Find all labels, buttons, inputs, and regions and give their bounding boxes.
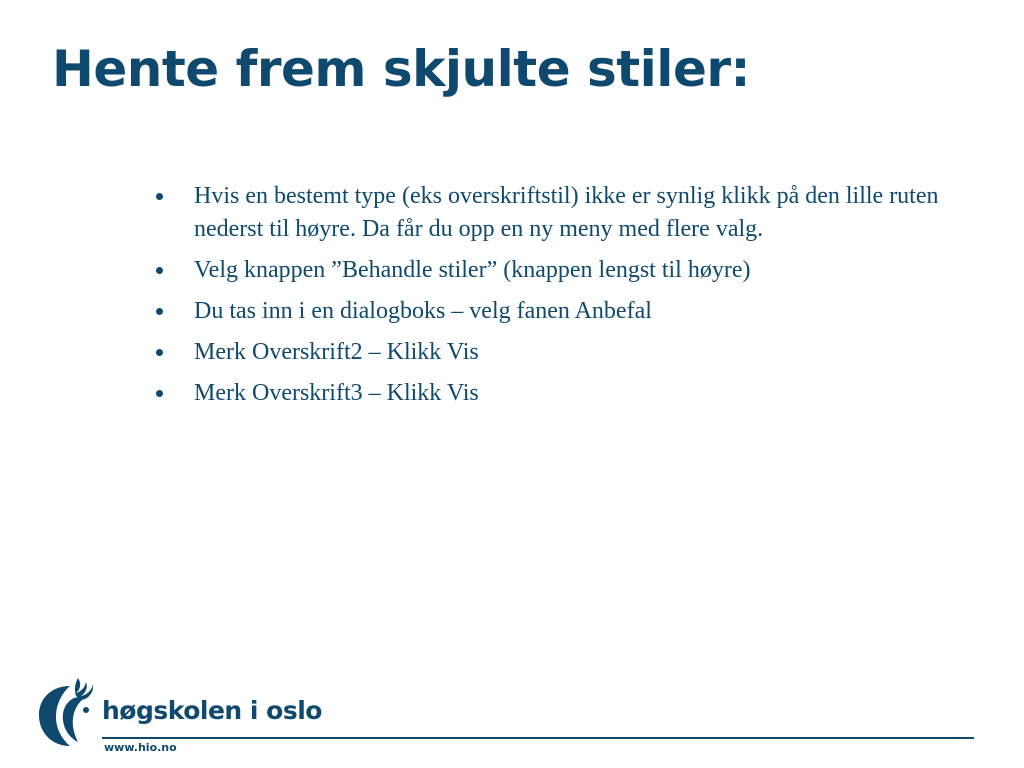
bullet-icon bbox=[156, 390, 163, 397]
logo-text: høgskolen i oslo bbox=[102, 696, 322, 725]
list-item bbox=[152, 336, 972, 369]
list-item bbox=[152, 180, 972, 246]
list-item bbox=[152, 377, 972, 410]
slide-title: Hente frem skjulte stiler: bbox=[52, 40, 751, 98]
bullet-list bbox=[152, 180, 972, 418]
bullet-text: Du tas inn i en dialogboks – velg fanen Anbefal bbox=[194, 298, 652, 324]
bullet-icon bbox=[156, 267, 163, 274]
bullet-icon bbox=[156, 308, 163, 315]
bullet-text: Hvis en bestemt type (eks overskriftstil) ikke er synlig klikk på den lille ruten nederst til høyre. Da får du opp en ny meny med flere valg. bbox=[194, 183, 939, 242]
list-item bbox=[152, 295, 972, 328]
footer bbox=[36, 676, 976, 758]
bullet-text: Merk Overskrift3 – Klikk Vis bbox=[194, 380, 479, 406]
bullet-text: Velg knappen ”Behandle stiler” (knappen lengst til høyre) bbox=[194, 257, 751, 283]
bullet-icon bbox=[156, 193, 163, 200]
list-item bbox=[152, 254, 972, 287]
bullet-icon bbox=[156, 349, 163, 356]
bullet-text: Merk Overskrift2 – Klikk Vis bbox=[194, 339, 479, 365]
footer-divider bbox=[102, 737, 974, 739]
footer-url: www.hio.no bbox=[104, 741, 177, 754]
hio-logo-icon bbox=[36, 676, 96, 748]
